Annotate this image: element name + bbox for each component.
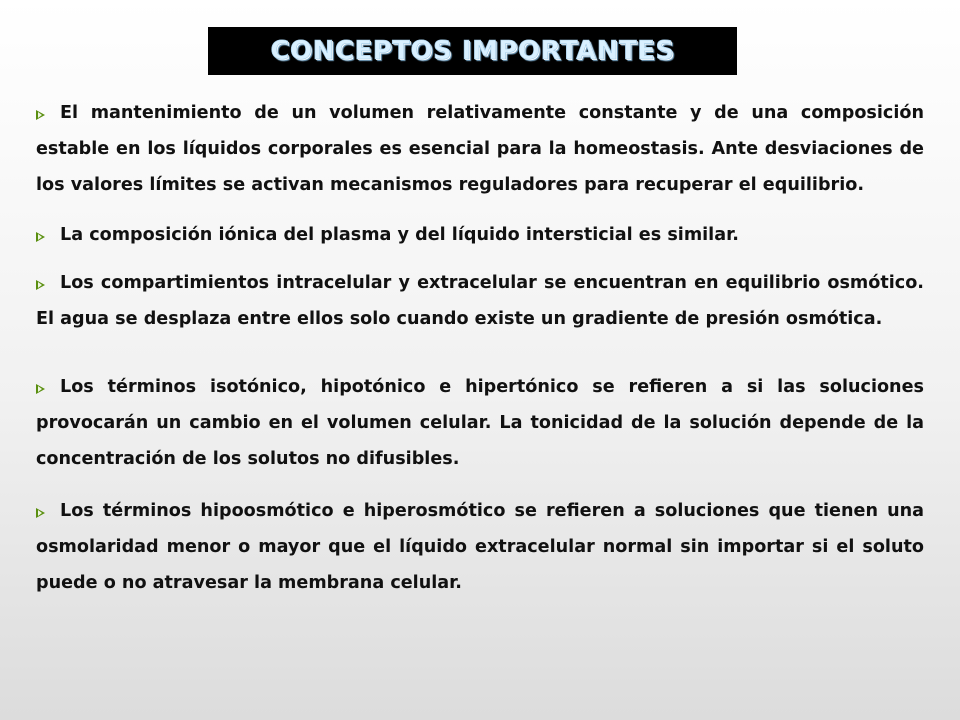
arrowhead-bullet-icon <box>36 508 45 518</box>
bullet-text: Los términos isotónico, hipotónico e hipertónico se refieren a si las soluciones provocarán un cambio en el volumen celular. La tonicidad de la solución depende de la concentración de los solutos no difusibles. <box>36 377 924 469</box>
bullet-text: Los compartimientos intracelular y extracelular se encuentran en equilibrio osmótico. El agua se desplaza entre ellos solo cuando existe un gradiente de presión osmótica. <box>36 273 924 329</box>
bullet-text: La composición iónica del plasma y del líquido intersticial es similar. <box>60 225 739 245</box>
slide-title: CONCEPTOS IMPORTANTES <box>270 36 675 66</box>
bullet-item-homeostasis <box>36 95 924 203</box>
arrowhead-bullet-icon <box>36 280 45 290</box>
bullet-list <box>36 95 924 601</box>
arrowhead-bullet-icon <box>36 110 45 120</box>
bullet-item-tonicity <box>36 369 924 477</box>
title-banner <box>208 27 737 75</box>
arrowhead-bullet-icon <box>36 384 45 394</box>
bullet-text: El mantenimiento de un volumen relativamente constante y de una composición estable en los líquidos corporales es esencial para la homeostasis. Ante desviaciones de los valores límites se activan mecanismos reguladores para recuperar el equilibrio. <box>36 103 924 195</box>
bullet-item-osmolarity <box>36 493 924 601</box>
bullet-item-osmotic-equilibrium <box>36 265 924 337</box>
bullet-item-ionic-composition <box>36 217 924 253</box>
arrowhead-bullet-icon <box>36 232 45 242</box>
bullet-text: Los términos hipoosmótico e hiperosmótico se refieren a soluciones que tienen una osmolaridad menor o mayor que el líquido extracelular normal sin importar si el soluto puede o no atravesar la membrana celular. <box>36 501 924 593</box>
